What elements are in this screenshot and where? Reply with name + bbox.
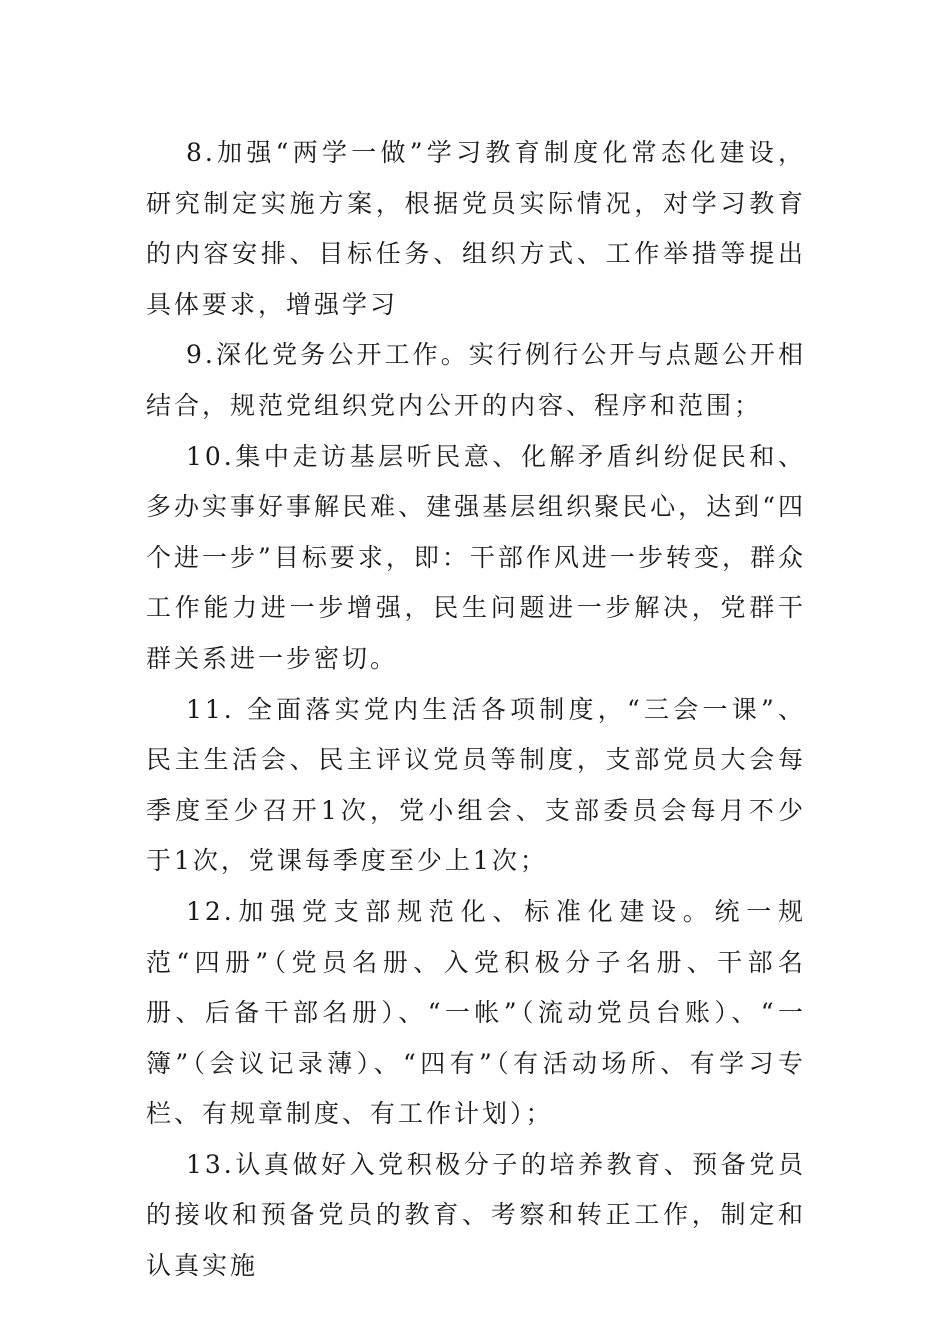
paragraph-item-12: 12.加强党支部规范化、标准化建设。统一规范“四册”（党员名册、入党积极分子名册、干部名册、后备干部名册）、“一帐”（流动党员台账）、“一簿”（会议记录薄）、“四有”（有活动场所、有学习专栏、有规章制度、有工作计划）；	[146, 896, 806, 1129]
paragraph-item-9: 9.深化党务公开工作。实行例行公开与点题公开相结合，规范党组织党内公开的内容、程序和范围；	[146, 340, 806, 420]
paragraph-item-10: 10.集中走访基层听民意、化解矛盾纠纷促民和、多办实事好事解民难、建强基层组织聚民心，达到“四个进一步”目标要求，即：干部作风进一步转变，群众工作能力进一步增强，民生问题进一步解决，党群干群关系进一步密切。	[146, 441, 806, 673]
paragraph-item-13: 13.认真做好入党积极分子的培养教育、预备党员的接收和预备党员的教育、考察和转正工作，制定和认真实施	[146, 1149, 806, 1281]
paragraph-item-11: 11. 全面落实党内生活各项制度，“三会一课”、民主生活会、民主评议党员等制度，支部党员大会每季度至少召开1次，党小组会、支部委员会每月不少于1次，党课每季度至少上1次；	[146, 694, 806, 876]
document-body	[146, 128, 806, 1292]
paragraph-item-8: 8.加强“两学一做”学习教育制度化常态化建设，研究制定实施方案，根据党员实际情况，对学习教育的内容安排、目标任务、组织方式、工作举措等提出具体要求，增强学习	[146, 138, 806, 319]
